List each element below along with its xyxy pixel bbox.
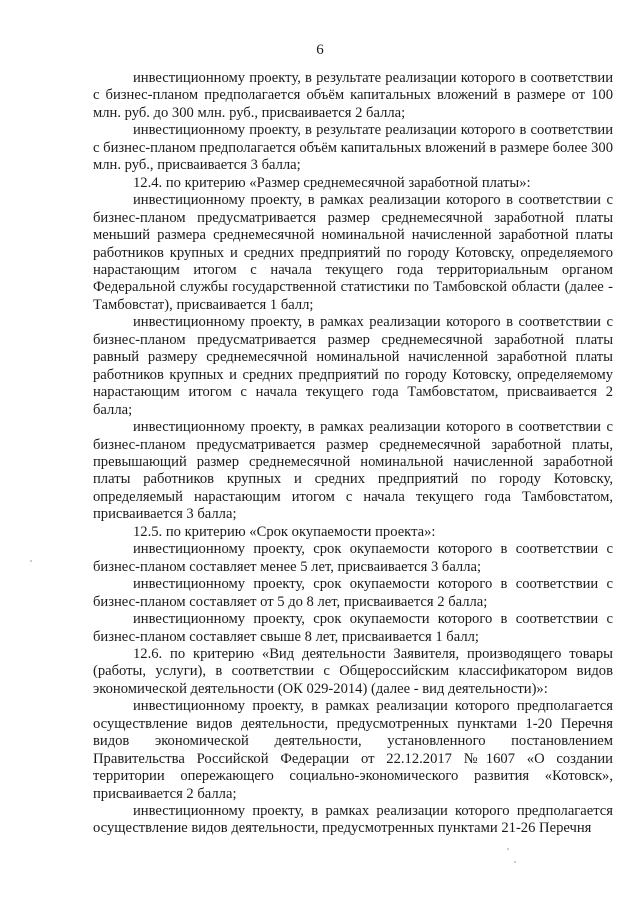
- paragraph: инвестиционному проекту, в рамках реализации которого в соответствии с бизнес-планом предусматривается размер среднемесячной заработной платы равный размеру среднемесячной номинальной начисленной заработной платы работников крупных и средних предприятий по городу Котовску, определяемому нарастающим итогом с начала текущего года Тамбовстатом, присваивается 2 балла;: [93, 314, 613, 418]
- section-heading-12-6: 12.6. по критерию «Вид деятельности Заявителя, производящего товары (работы, услуги), в соответствии с Общероссийским классификатором видов экономической деятельности (ОК 029-2014) (далее - вид деятельности)»:: [93, 645, 613, 697]
- paragraph: инвестиционному проекту, в результате реализации которого в соответствии с бизнес-планом предполагается объём капитальных вложений в размере от 100 млн. руб. до 300 млн. руб., присваивается 2 балла;: [93, 70, 613, 121]
- document-body: [93, 70, 613, 838]
- page-number: 6: [316, 42, 324, 58]
- scan-speck: [514, 861, 516, 863]
- scan-speck: [507, 848, 509, 850]
- paragraph: инвестиционному проекту, срок окупаемости которого в соответствии с бизнес-планом составляет от 5 до 8 лет, присваивается 2 балла;: [93, 576, 613, 610]
- scan-speck: [30, 560, 32, 562]
- paragraph: инвестиционному проекту, в рамках реализации которого предполагается осуществление видов деятельности, предусмотренных пунктами 21-26 Перечня: [93, 803, 613, 837]
- section-heading-12-5: 12.5. по критерию «Срок окупаемости проекта»:: [133, 523, 436, 540]
- paragraph: инвестиционному проекту, в рамках реализации которого в соответствии с бизнес-планом предусматривается размер среднемесячной заработной платы меньший размера среднемесячной номинальной начисленной заработной платы работников крупных и средних предприятий по городу Котовску, определяемого нарастающим итогом с начала текущего года территориальным органом Федеральной службы государственной статистики по Тамбовской области (далее - Тамбовстат), присваивается 1 балл;: [93, 192, 613, 313]
- paragraph: инвестиционному проекту, в результате реализации которого в соответствии с бизнес-планом предполагается объём капитальных вложений в размере более 300 млн. руб., присваивается 3 балла;: [93, 122, 613, 174]
- paragraph: инвестиционному проекту, в рамках реализации которого предполагается осуществление видов деятельности, предусмотренных пунктами 1-20 Перечня видов экономической деятельности, установленного постановлением Правительства Российской Федерации от 22.12.2017 №1607 «О создании территории опережающего социально-экономического развития «Котовск», присваивается 2 балла;: [93, 698, 613, 802]
- paragraph: инвестиционному проекту, срок окупаемости которого в соответствии с бизнес-планом составляет менее 5 лет, присваивается 3 балла;: [93, 541, 613, 575]
- paragraph: инвестиционному проекту, в рамках реализации которого в соответствии с бизнес-планом предусматривается размер среднемесячной заработной платы, превышающий размер среднемесячной номинальной начисленной заработной платы работников крупных и средних предприятий по городу Котовску, определяемый нарастающим итогом с начала текущего года Тамбовстатом, присваивается 3 балла;: [93, 419, 613, 523]
- section-heading-12-4: 12.4. по критерию «Размер среднемесячной заработной платы»:: [133, 174, 531, 191]
- paragraph: инвестиционному проекту, срок окупаемости которого в соответствии с бизнес-планом составляет свыше 8 лет, присваивается 1 балл;: [93, 611, 613, 645]
